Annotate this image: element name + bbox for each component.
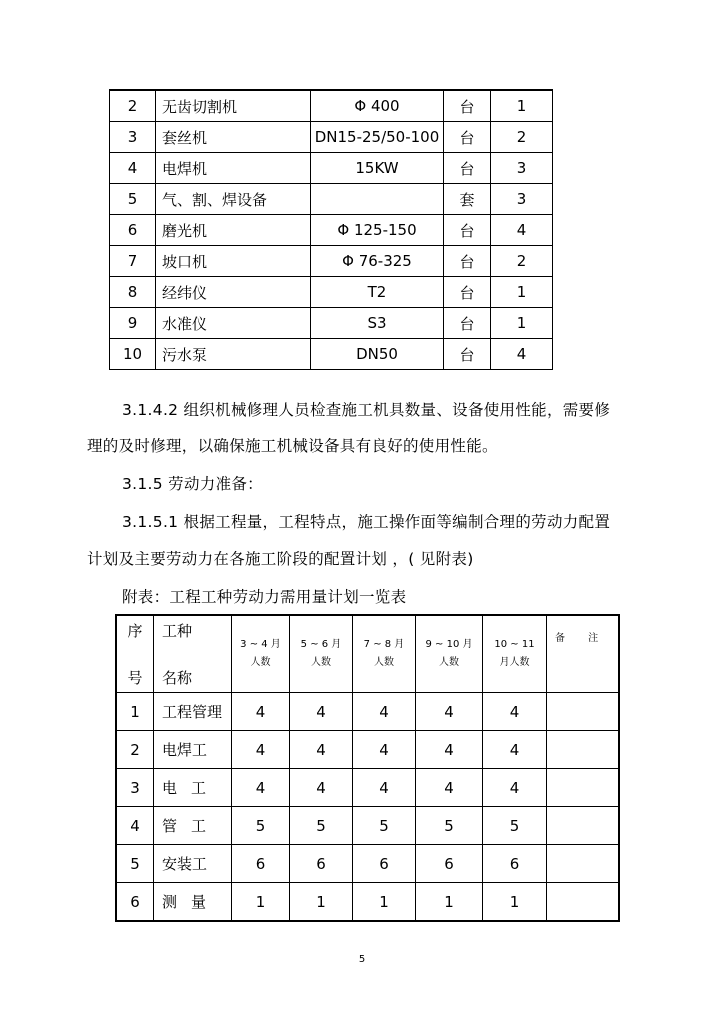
- header-period-4: [416, 615, 483, 693]
- equipment-spec: 15KW: [311, 153, 444, 184]
- labor-count: 4: [290, 731, 353, 769]
- labor-count: 5: [416, 807, 483, 845]
- equipment-unit: 台: [444, 90, 491, 122]
- table-row: [116, 693, 619, 731]
- header-period-5: [483, 615, 547, 693]
- header-note-label: 备 注: [555, 632, 609, 644]
- labor-count: 4: [353, 731, 416, 769]
- labor-count: 4: [353, 769, 416, 807]
- labor-trade: 电工: [154, 769, 232, 807]
- table-row: [116, 731, 619, 769]
- header-trade-bottom: 名称: [162, 669, 193, 687]
- equipment-name: 经纬仪: [156, 277, 311, 308]
- equipment-name: 水准仪: [156, 308, 311, 339]
- table-row: [110, 153, 627, 184]
- labor-count: 6: [416, 845, 483, 883]
- header-period-1-top: 3 ~ 4 月: [240, 639, 281, 650]
- equipment-spec: DN50: [311, 339, 444, 370]
- labor-count: 6: [353, 845, 416, 883]
- labor-trade: 管工: [154, 807, 232, 845]
- equipment-spec: T2: [311, 277, 444, 308]
- equipment-unit: 台: [444, 308, 491, 339]
- labor-count: 6: [232, 845, 290, 883]
- equipment-qty: 3: [491, 153, 553, 184]
- labor-no: 4: [116, 807, 154, 845]
- labor-note: [547, 769, 620, 807]
- equipment-spec: S3: [311, 308, 444, 339]
- equipment-no: 9: [110, 308, 156, 339]
- equipment-qty: 1: [491, 90, 553, 122]
- labor-no: 1: [116, 693, 154, 731]
- table-row: [110, 90, 627, 122]
- labor-no: 2: [116, 731, 154, 769]
- equipment-spec: DN15-25/50-100: [311, 122, 444, 153]
- header-period-1-bottom: 人数: [250, 657, 271, 668]
- equipment-remark: [553, 90, 627, 122]
- section-heading-3-1-5: 3.1.5 劳动力准备：: [122, 475, 263, 493]
- labor-count: 4: [416, 731, 483, 769]
- equipment-spec: Φ 400: [311, 90, 444, 122]
- equipment-no: 3: [110, 122, 156, 153]
- labor-count: 4: [232, 769, 290, 807]
- equipment-qty: 4: [491, 339, 553, 370]
- equipment-qty: 2: [491, 246, 553, 277]
- labor-trade: 工程管理: [154, 693, 232, 731]
- equipment-unit: 台: [444, 215, 491, 246]
- header-period-2: [290, 615, 353, 693]
- equipment-spec: Φ 125-150: [311, 215, 444, 246]
- header-period-5-bottom: 月人数: [499, 657, 530, 668]
- labor-note: [547, 807, 620, 845]
- labor-count: 1: [232, 883, 290, 922]
- equipment-no: 6: [110, 215, 156, 246]
- labor-count: 4: [416, 693, 483, 731]
- equipment-qty: 4: [491, 215, 553, 246]
- equipment-remark: [553, 339, 627, 370]
- equipment-table: [109, 89, 626, 370]
- labor-note: [547, 731, 620, 769]
- header-trade-top: 工种: [162, 622, 193, 640]
- equipment-qty: 1: [491, 277, 553, 308]
- equipment-spec: Φ 76-325: [311, 246, 444, 277]
- labor-count: 1: [416, 883, 483, 922]
- header-no-bottom: 号: [127, 669, 143, 687]
- equipment-name: 电焊机: [156, 153, 311, 184]
- labor-no: 5: [116, 845, 154, 883]
- equipment-no: 10: [110, 339, 156, 370]
- table-row: [110, 215, 627, 246]
- table-row: [116, 807, 619, 845]
- table-row: [110, 339, 627, 370]
- labor-trade: 测量: [154, 883, 232, 922]
- table-row: [116, 769, 619, 807]
- table-row: [110, 277, 627, 308]
- equipment-name: 套丝机: [156, 122, 311, 153]
- equipment-name: 无齿切割机: [156, 90, 311, 122]
- table-row: [116, 845, 619, 883]
- equipment-no: 7: [110, 246, 156, 277]
- equipment-remark: [553, 184, 627, 215]
- labor-no: 3: [116, 769, 154, 807]
- equipment-remark: [553, 215, 627, 246]
- equipment-qty: 3: [491, 184, 553, 215]
- table-row: [110, 246, 627, 277]
- labor-count: 4: [483, 769, 547, 807]
- labor-note: [547, 693, 620, 731]
- labor-count: 1: [353, 883, 416, 922]
- header-trade: [154, 615, 232, 693]
- labor-count: 6: [483, 845, 547, 883]
- header-no: [116, 615, 154, 693]
- labor-trade: 电焊工: [154, 731, 232, 769]
- labor-count: 4: [290, 769, 353, 807]
- paragraph-3-1-5-1-line-1: 3.1.5.1 根据工程量，工程特点，施工操作面等编制合理的劳动力配置: [122, 513, 611, 531]
- table-row: [110, 308, 627, 339]
- header-period-3: [353, 615, 416, 693]
- labor-count: 4: [483, 693, 547, 731]
- equipment-name: 气、割、焊设备: [156, 184, 311, 215]
- equipment-unit: 台: [444, 339, 491, 370]
- header-period-5-top: 10 ~ 11: [494, 639, 535, 650]
- equipment-unit: 套: [444, 184, 491, 215]
- equipment-remark: [553, 277, 627, 308]
- labor-note: [547, 845, 620, 883]
- labor-count: 5: [232, 807, 290, 845]
- equipment-no: 4: [110, 153, 156, 184]
- labor-count: 1: [483, 883, 547, 922]
- labor-count: 1: [290, 883, 353, 922]
- equipment-qty: 2: [491, 122, 553, 153]
- equipment-remark: [553, 246, 627, 277]
- table-caption: 附表：工程工种劳动力需用量计划一览表: [122, 588, 407, 606]
- equipment-name: 坡口机: [156, 246, 311, 277]
- header-period-4-top: 9 ~ 10 月: [425, 639, 473, 650]
- equipment-no: 2: [110, 90, 156, 122]
- equipment-no: 5: [110, 184, 156, 215]
- labor-trade: 安装工: [154, 845, 232, 883]
- table-row: [110, 122, 627, 153]
- labor-count: 6: [290, 845, 353, 883]
- table-header-row: [116, 615, 619, 693]
- equipment-remark: [553, 122, 627, 153]
- labor-count: 4: [353, 693, 416, 731]
- header-period-1: [232, 615, 290, 693]
- labor-count: 5: [483, 807, 547, 845]
- page-number: 5: [358, 954, 366, 965]
- labor-no: 6: [116, 883, 154, 922]
- paragraph-3-1-5-1-line-2: 计划及主要劳动力在各施工阶段的配置计划 ，( 见附表): [87, 550, 474, 568]
- equipment-unit: 台: [444, 277, 491, 308]
- header-period-3-top: 7 ~ 8 月: [363, 639, 405, 650]
- labor-count: 4: [232, 693, 290, 731]
- labor-count: 5: [290, 807, 353, 845]
- paragraph-3-1-4-2-line-2: 理的及时修理，以确保施工机械设备具有良好的使用性能。: [87, 437, 498, 455]
- equipment-unit: 台: [444, 153, 491, 184]
- equipment-qty: 1: [491, 308, 553, 339]
- header-no-top: 序: [127, 622, 143, 640]
- labor-note: [547, 883, 620, 922]
- labor-count: 4: [290, 693, 353, 731]
- labor-plan-table: [115, 614, 620, 922]
- labor-count: 4: [483, 731, 547, 769]
- labor-count: 5: [353, 807, 416, 845]
- header-period-2-bottom: 人数: [311, 657, 331, 668]
- equipment-remark: [553, 153, 627, 184]
- labor-count: 4: [232, 731, 290, 769]
- header-note: [547, 615, 620, 693]
- header-period-3-bottom: 人数: [374, 657, 394, 668]
- header-period-4-bottom: 人数: [439, 657, 459, 668]
- equipment-unit: 台: [444, 246, 491, 277]
- equipment-spec: [311, 184, 444, 215]
- equipment-remark: [553, 308, 627, 339]
- paragraph-3-1-4-2-line-1: 3.1.4.2 组织机械修理人员检查施工机具数量、设备使用性能，需要修: [122, 401, 611, 419]
- table-row: [116, 883, 619, 922]
- header-period-2-top: 5 ~ 6 月: [300, 639, 342, 650]
- equipment-unit: 台: [444, 122, 491, 153]
- labor-count: 4: [416, 769, 483, 807]
- equipment-name: 污水泵: [156, 339, 311, 370]
- equipment-name: 磨光机: [156, 215, 311, 246]
- equipment-no: 8: [110, 277, 156, 308]
- table-row: [110, 184, 627, 215]
